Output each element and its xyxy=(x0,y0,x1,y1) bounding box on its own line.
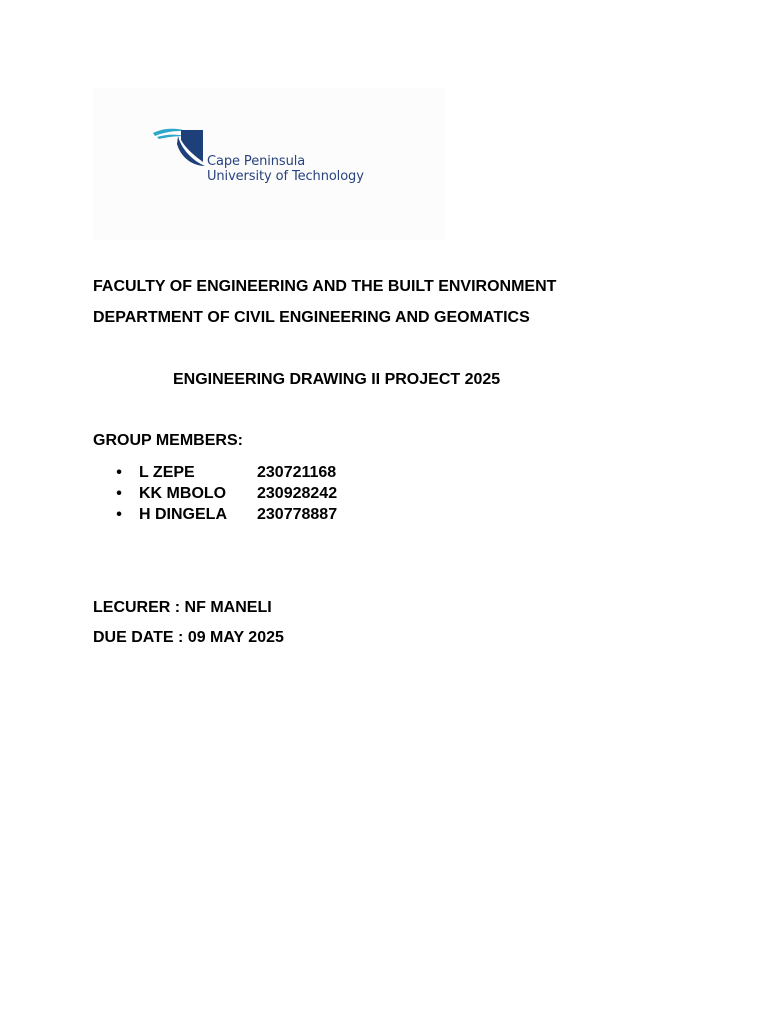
university-name-line2: University of Technology xyxy=(207,169,364,184)
university-logo xyxy=(93,88,445,240)
bullet-icon: • xyxy=(116,464,122,481)
member-student-number: 230778887 xyxy=(257,506,338,523)
bullet-icon: • xyxy=(116,485,122,502)
member-student-number: 230721168 xyxy=(257,464,337,481)
project-title: ENGINEERING DRAWING II PROJECT 2025 xyxy=(173,371,501,388)
university-name-line1: Cape Peninsula xyxy=(207,154,306,169)
lecturer-line: LECURER : NF MANELI xyxy=(93,599,272,616)
due-date-line: DUE DATE : 09 MAY 2025 xyxy=(93,629,284,646)
member-name: L ZEPE xyxy=(139,464,195,481)
faculty-title: FACULTY OF ENGINEERING AND THE BUILT ENVIRONMENT xyxy=(93,278,557,295)
member-name: KK MBOLO xyxy=(139,485,227,502)
member-name: H DINGELA xyxy=(139,506,227,523)
cput-emblem-icon xyxy=(151,126,211,186)
department-title: DEPARTMENT OF CIVIL ENGINEERING AND GEOMATICS xyxy=(93,309,530,326)
group-members-heading: GROUP MEMBERS: xyxy=(93,432,243,449)
bullet-icon: • xyxy=(116,506,122,523)
university-name xyxy=(207,154,364,184)
member-student-number: 230928242 xyxy=(257,485,338,502)
